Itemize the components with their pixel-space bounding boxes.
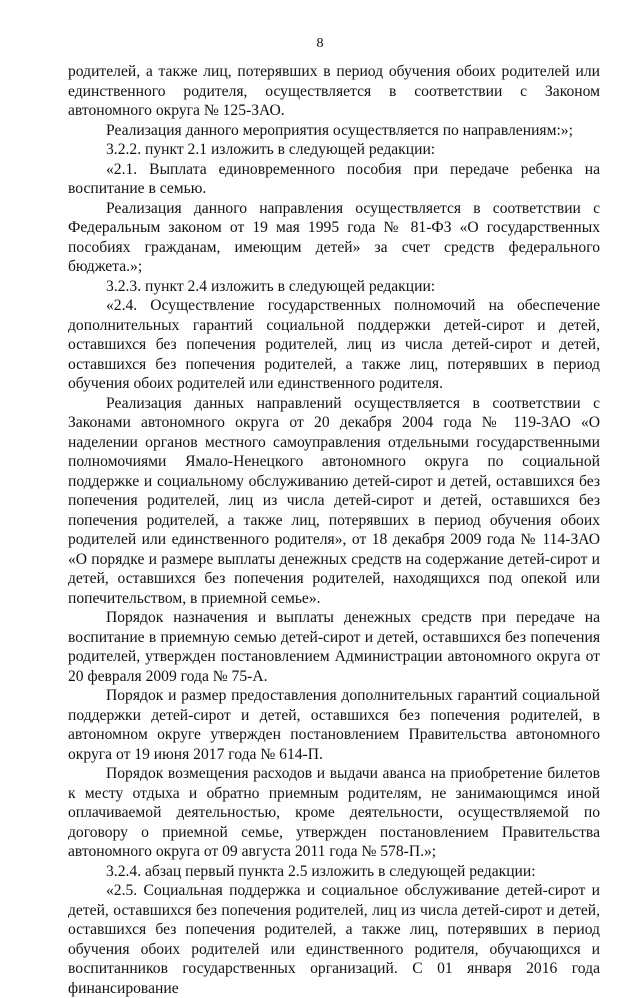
paragraph: родителей, а также лиц, потерявших в период обучения обоих родителей или единственного родителя, осуществляется в соответствии с Законом автономного округа № 125-ЗАО. — [68, 63, 600, 119]
document-body — [68, 62, 600, 998]
paragraph: Реализация данных направлений осуществляется в соответствии с Законами автономного округа от 20 декабря 2004 года № 119-ЗАО «О наделении органов местного самоуправления отдельными государственными полномочиями Ямало-Ненецкого автономного округа по социальной поддержке и социальному обслуживанию детей-сирот и детей, оставшихся без попечения родителей, лиц из числа детей-сирот и детей, оставшихся без попечения родителей, а также лиц, потерявших в период обучения обоих родителей или единственного родителя», от 18 декабря 2009 года № 114-ЗАО «О порядке и размере выплаты денежных средств на содержание детей-сирот и детей, оставшихся без попечения родителей, находящихся под опекой или попечительством, в приемной семье». — [68, 394, 600, 607]
paragraph: 3.2.2. пункт 2.1 изложить в следующей редакции: — [106, 141, 436, 158]
paragraph: 3.2.3. пункт 2.4 изложить в следующей редакции: — [106, 277, 436, 295]
page-number: 8 — [316, 36, 324, 51]
paragraph: Порядок и размер предоставления дополнительных гарантий социальной поддержки детей-сирот и детей, оставшихся без попечения родителей, в автономном округе утвержден постановлением Правительства автономного округа от 19 июня 2017 года № 614-П. — [68, 687, 600, 763]
paragraph: «2.5. Социальная поддержка и социальное обслуживание детей-сирот и детей, оставшихся без попечения родителей, лиц из числа детей-сирот и детей, оставшихся без попечения родителей, а также лиц, потерявших в период обучения обоих родителей или единственного родителя, обучающихся и воспитанников государственных организаций. С 01 января 2016 года финансирование — [68, 882, 600, 997]
paragraph: «2.1. Выплата единовременного пособия при передаче ребенка на воспитание в семью. — [68, 160, 600, 197]
paragraph: Реализация данного мероприятия осуществляется по направлениям:»; — [106, 121, 573, 139]
paragraph: 3.2.4. абзац первый пункта 2.5 изложить в следующей редакции: — [106, 862, 536, 880]
paragraph: Порядок назначения и выплаты денежных средств при передаче на воспитание в приемную семью детей-сирот и детей, оставшихся без попечения родителей, утвержден постановлением Администрации автономного округа от 20 февраля 2009 года № 75-А. — [68, 609, 600, 685]
paragraph: «2.4. Осуществление государственных полномочий на обеспечение дополнительных гарантий социальной поддержки детей-сирот и детей, оставшихся без попечения родителей, лиц из числа детей-сирот и детей, оставшихся без попечения родителей, а также лиц, потерявших в период обучения обоих родителей или единственного родителя. — [68, 297, 600, 392]
paragraph: Порядок возмещения расходов и выдачи аванса на приобретение билетов к месту отдыха и обратно приемным родителям, не занимающимся иной оплачиваемой деятельностью, кроме деятельности, осуществляемой по договору о приемной семье, утвержден постановлением Правительства автономного округа от 09 августа 2011 года № 578-П.»; — [68, 765, 600, 860]
paragraph: Реализация данного направления осуществляется в соответствии с Федеральным законом от 19 мая 1995 года № 81-ФЗ «О государственных пособиях гражданам, имеющим детей» за счет средств федерального бюджета.»; — [68, 199, 600, 275]
